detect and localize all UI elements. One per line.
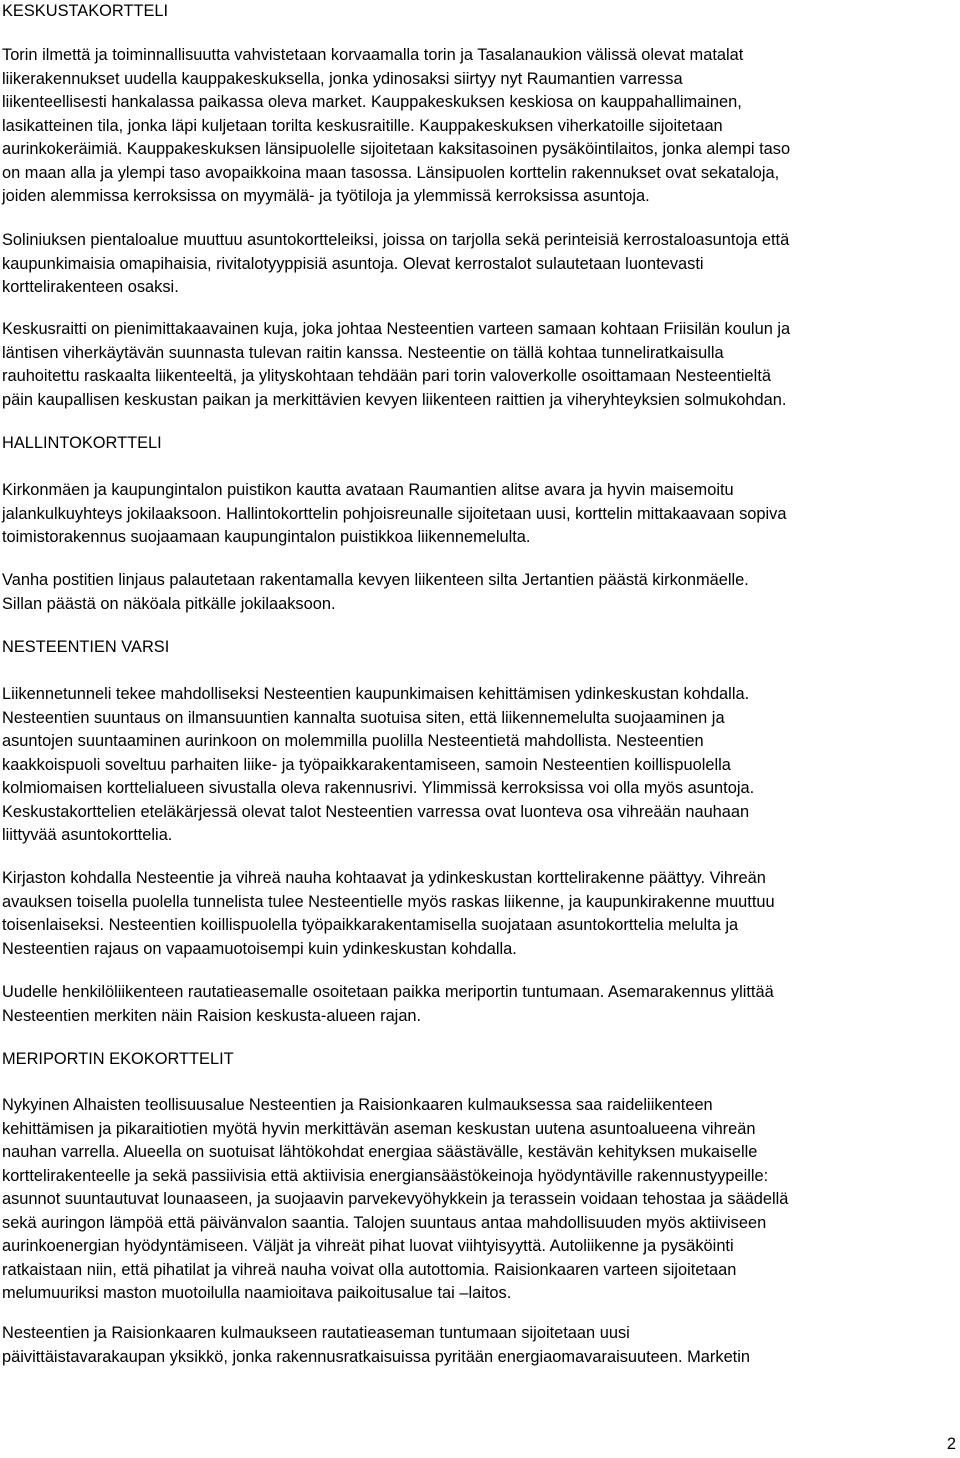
paragraph: Kirkonmäen ja kaupungintalon puistikon kautta avataan Raumantien alitse avara ja hyvin maisemoitu jalankulkuyhteys jokilaaksoon. Hallintokorttelin pohjoisreunalle sijoitetaan uusi, korttelin mittakaavaan sopiva toimistorakennus suojaamaan kaupungintalon puistikkoa liikennemelulta. (2, 481, 787, 546)
paragraph: Kirjaston kohdalla Nesteentie ja vihreä nauha kohtaavat ja ydinkeskustan korttelirakenne päättyy. Vihreän avauksen toisella puolella tunnelista tulee Nesteentielle myös raskas liikenne, ja kaupunkirakenne muuttuu toisenlaiseksi. Nesteentien koillispuolella työpaikkarakentamisella suojataan asuntokorttelia melulta ja Nesteentien rajaus on vapaamuotoisempi kuin ydinkeskustan kohdalla. (2, 869, 775, 958)
section-heading-meriportin-ekokorttelit: MERIPORTIN EKOKORTTELIT (2, 1050, 234, 1068)
section-heading-hallintokortteli: HALLINTOKORTTELI (2, 434, 162, 452)
paragraph: Nesteentien ja Raisionkaaren kulmaukseen rautatieaseman tuntumaan sijoitetaan uusi päivittäistavarakaupan yksikkö, jonka rakennusratkaisuissa pyritään energiaomavaraisuuteen. Marketin (2, 1324, 750, 1366)
page-number: 2 (946, 1435, 956, 1453)
paragraph: Keskusraitti on pienimittakaavainen kuja, joka johtaa Nesteentien varteen samaan kohtaan Friisilän koulun ja läntisen viherkäytävän suunnasta tulevan raitin kanssa. Nesteentie on tällä kohtaa tunneliratkaisulla rauhoitettu raskaalta liikenteeltä, ja ylityskohtaan tehdään pari torin valoverkolle osoittamaan Nesteentieltä päin kaupallisen keskustan paikan ja merkittävien kevyen liikenteen raittien ja viheryhteyksien solmukohdan. (2, 320, 791, 409)
paragraph: Uudelle henkilöliikenteen rautatieasemalle osoitetaan paikka meriportin tuntumaan. Asemarakennus ylittää Nesteentien merkiten näin Raision keskusta-alueen rajan. (2, 983, 774, 1025)
paragraph: Vanha postitien linjaus palautetaan rakentamalla kevyen liikenteen silta Jertantien päästä kirkonmäelle. Sillan päästä on näköala pitkälle jokilaaksoon. (2, 571, 749, 613)
section-heading-nesteentien-varsi: NESTEENTIEN VARSI (2, 638, 170, 656)
paragraph: Liikennetunneli tekee mahdolliseksi Nesteentien kaupunkimaisen kehittämisen ydinkeskustan kohdalla. Nesteentien suuntaus on ilmansuuntien kannalta suotuisa siten, että liikennemelulta suojaaminen ja asuntojen suuntaaminen aurinkoon on molemmilla puolilla Nesteentietä mahdollista. Nesteentien kaakkoispuoli soveltuu parhaiten liike- ja työpaikkarakentamiseen, samoin Nesteentien koillispuolella kolmiomaisen korttelialueen sivustalla oleva rakennusrivi. Ylimmissä kerroksissa voi olla myös asuntoja. Keskustakorttelien eteläkärjessä olevat talot Nesteentien varressa ovat luonteva osa vihreään nauhaan liittyvää asuntokorttelia. (2, 685, 755, 844)
paragraph: Soliniuksen pientaloalue muuttuu asuntokortteleiksi, joissa on tarjolla sekä perinteisiä kerrostaloasuntoja että kaupunkimaisia omapihaisia, rivitalotyyppisiä asuntoja. Olevat kerrostalot sulautetaan luontevasti korttelirakenteen osaksi. (2, 231, 790, 296)
section-heading-keskustakortteli: KESKUSTAKORTTELI (2, 2, 169, 20)
paragraph: Nykyinen Alhaisten teollisuusalue Nesteentien ja Raisionkaaren kulmauksessa saa raideliikenteen kehittämisen ja pikaraitiotien myötä hyvin merkittävän aseman keskustan uutena asuntoalueena vihreän nauhan varrella. Alueella on suotuisat lähtökohdat energiaa säästävälle, kestävän kehityksen mukaiselle korttelirakenteelle ja sekä passiivisia että aktiivisia energiansäästökeinoja hyödyntäville rakennustyypeille: asunnot suuntautuvat lounaaseen, ja suojaavin parvekevyöhykkein ja terassein voidaan tehostaa ja säädellä sekä auringon lämpöä että päivänvalon saantia. Talojen suuntaus antaa mahdollisuuden myös aktiiviseen aurinkoenergian hyödyntämiseen. Väljät ja vihreät pihat luovat viihtyisyyttä. Autoliikenne ja pysäköinti ratkaistaan niin, että pihatilat ja vihreä nauha voivat olla autottomia. Raisionkaaren varteen sijoitetaan melumuuriksi maston muotoilulla naamioitava paikoitusalue tai –laitos. (2, 1096, 789, 1302)
paragraph: Torin ilmettä ja toiminnallisuutta vahvistetaan korvaamalla torin ja Tasalanaukion välissä olevat matalat liikerakennukset uudella kauppakeskuksella, jonka ydinosaksi siirtyy nyt Raumantien varressa liikenteellisesti hankalassa paikassa oleva market. Kauppakeskuksen keskiosa on kauppahallimainen, lasikatteinen tila, jonka läpi kuljetaan torilta keskusraitille. Kauppakeskuksen viherkatoille sijoitetaan aurinkokeräimiä. Kauppakeskuksen länsipuolelle sijoitetaan kaksitasoinen pysäköintilaitos, jonka alempi taso on maan alla ja ylempi taso avopaikkoina maan tasossa. Länsipuolen korttelin rakennukset ovat sekataloja, joiden alemmissa kerroksissa on myymälä- ja työtiloja ja ylemmissä kerroksissa asuntoja. (2, 46, 791, 205)
